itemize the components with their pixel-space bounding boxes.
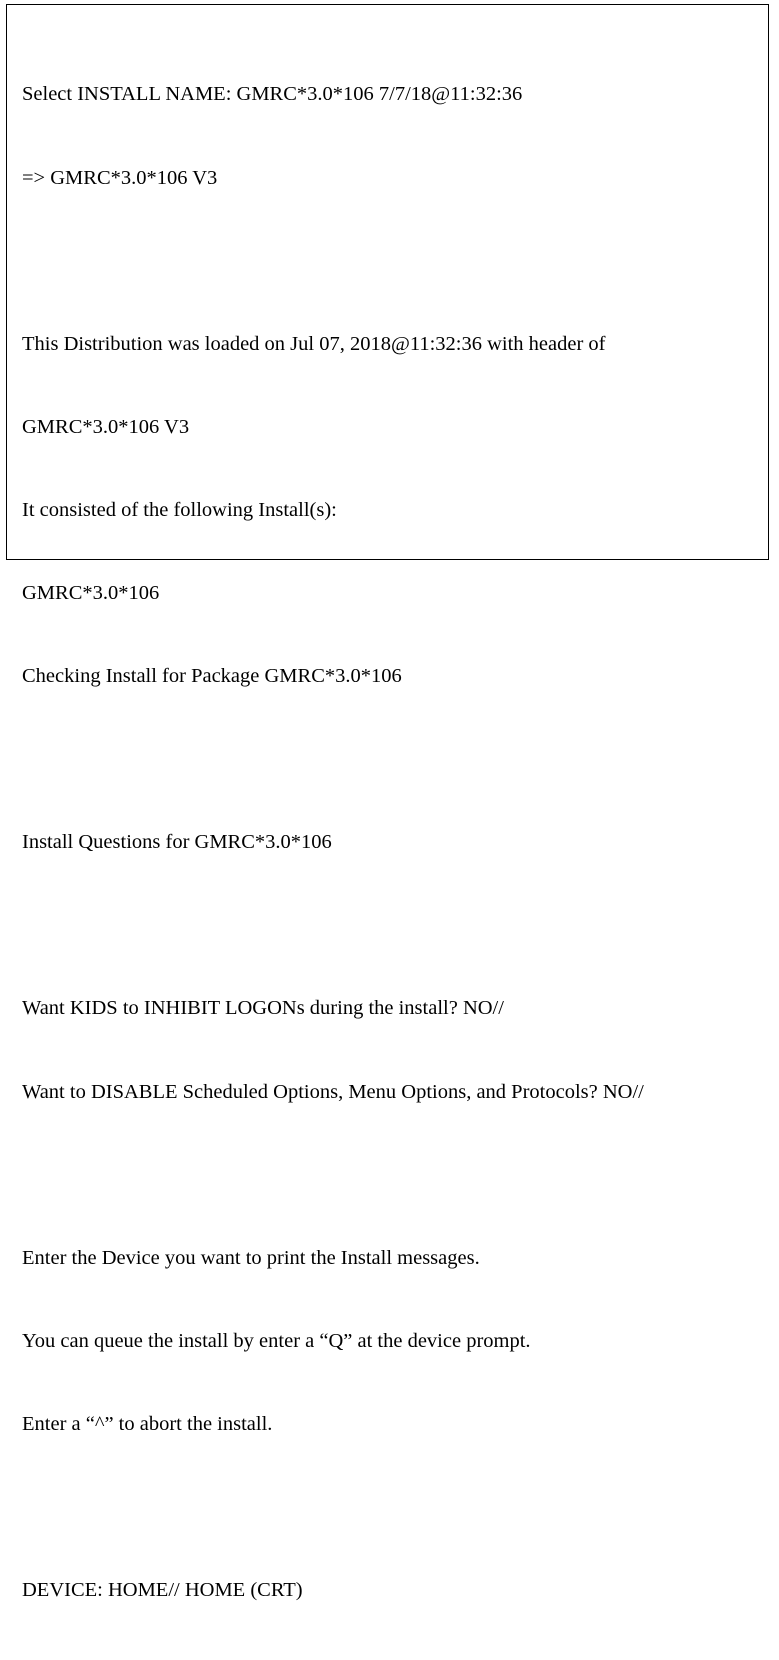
terminal-output-box bbox=[6, 4, 769, 1602]
install-selection-line: => GMRC*3.0*106 V3 bbox=[22, 166, 218, 189]
install-name-line: GMRC*3.0*106 bbox=[22, 581, 160, 604]
blank-line bbox=[22, 1162, 644, 1190]
disable-options-prompt[interactable]: Want to DISABLE Scheduled Options, Menu Options, and Protocols? NO// bbox=[22, 1080, 644, 1103]
queue-install-line: You can queue the install by enter a “Q” at the device prompt. bbox=[22, 1329, 531, 1352]
abort-install-line: Enter a “^” to abort the install. bbox=[22, 1412, 273, 1435]
install-questions-line: Install Questions for GMRC*3.0*106 bbox=[22, 831, 332, 854]
blank-line bbox=[22, 248, 644, 276]
distribution-header-line: GMRC*3.0*106 V3 bbox=[22, 415, 190, 438]
blank-line bbox=[22, 746, 644, 774]
blank-line bbox=[22, 912, 644, 940]
distribution-loaded-line: This Distribution was loaded on Jul 07, 2018@11:32:36 with header of bbox=[22, 332, 606, 355]
checking-install-line: Checking Install for Package GMRC*3.0*106 bbox=[22, 665, 402, 688]
terminal-text bbox=[22, 26, 644, 1660]
blank-line bbox=[22, 1494, 644, 1522]
select-install-prompt-line: Select INSTALL NAME: GMRC*3.0*106 7/7/18@11:32:36 bbox=[22, 83, 523, 106]
enter-device-line: Enter the Device you want to print the Install messages. bbox=[22, 1246, 480, 1269]
device-prompt[interactable]: DEVICE: HOME// HOME (CRT) bbox=[22, 1579, 303, 1602]
install-consisted-line: It consisted of the following Install(s): bbox=[22, 498, 337, 521]
inhibit-logons-prompt[interactable]: Want KIDS to INHIBIT LOGONs during the install? NO// bbox=[22, 997, 504, 1020]
